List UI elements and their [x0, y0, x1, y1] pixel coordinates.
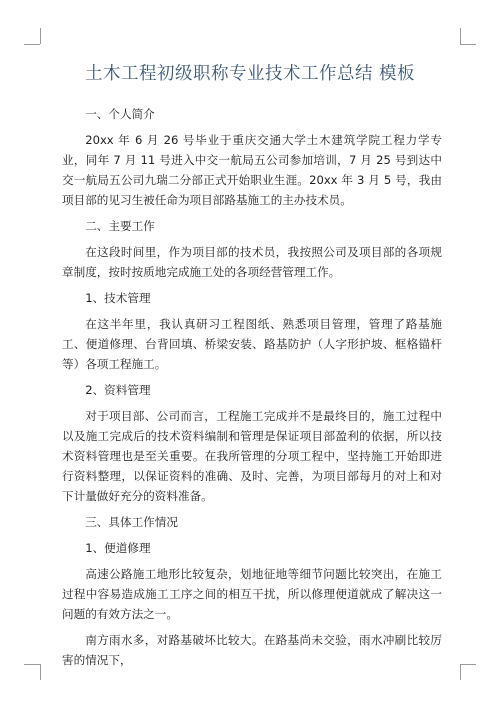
crop-mark-top-right [460, 28, 461, 44]
section-heading: 三、具体工作情况 [85, 515, 178, 529]
body-paragraph: 在这段时间里，作为项目部的技术员，我按照公司及项目部的各项规章制度，按时按质地完成施工处的各项经营管理工作。 [62, 245, 442, 279]
body-paragraph: 20xx 年 6 月 26 号毕业于重庆交通大学土木建筑学院工程力学专业，同年 7 月 11 号进入中交一航局五公司参加培训，7 月 25 号到达中交一航局五公司九瑞二分部正式开始职业生涯。20xx 年 3 月 5 号，我由项目部的见习生被任命为项目部路基施工的主办技术员。 [62, 133, 442, 207]
body-paragraph: 对于项目部、公司而言，工程施工完成并不是最终目的，施工过程中以及施工完成后的技术资料编制和管理是保证项目部盈利的依据，所以技术资料管理也是至关重要。在我所管理的分项工程中，坚持施工开始即进行资料整理，以保证资料的准确、及时、完善，为项目部每月的对上和对下计量做好充分的资料准备。 [62, 409, 442, 503]
subsection-heading: 1、技术管理 [85, 291, 151, 305]
section-heading: 二、主要工作 [85, 219, 155, 233]
crop-mark-top-left [40, 28, 41, 44]
section-heading: 一、个人简介 [85, 107, 155, 121]
crop-mark-bottom-left [24, 664, 40, 665]
crop-mark-bottom-right [460, 664, 461, 680]
crop-mark-top-right [460, 44, 476, 45]
crop-mark-bottom-left [40, 664, 41, 680]
crop-mark-bottom-right [460, 664, 476, 665]
subsection-heading: 2、资料管理 [85, 383, 151, 397]
body-paragraph: 高速公路施工地形比较复杂，划地征地等细节问题比较突出，在施工过程中容易造成施工工序之间的相互干扰，所以修理便道就成了解决这一问题的有效方法之一。 [62, 567, 442, 621]
document-body [62, 104, 442, 676]
body-paragraph: 南方雨水多，对路基破坏比较大。在路基尚未交验，雨水冲刷比较厉害的情况下， [62, 633, 442, 667]
document-title: 土木工程初级职称专业技术工作总结 模板 [84, 64, 416, 84]
subsection-heading: 1、便道修理 [85, 541, 151, 555]
crop-mark-top-left [24, 44, 40, 45]
body-paragraph: 在这半年里，我认真研习工程图纸、熟悉项目管理，管理了路基施工、便道修理、台背回填、桥梁安装、路基防护（人字形护坡、框格锚杆等）各项工程施工。 [62, 317, 442, 371]
